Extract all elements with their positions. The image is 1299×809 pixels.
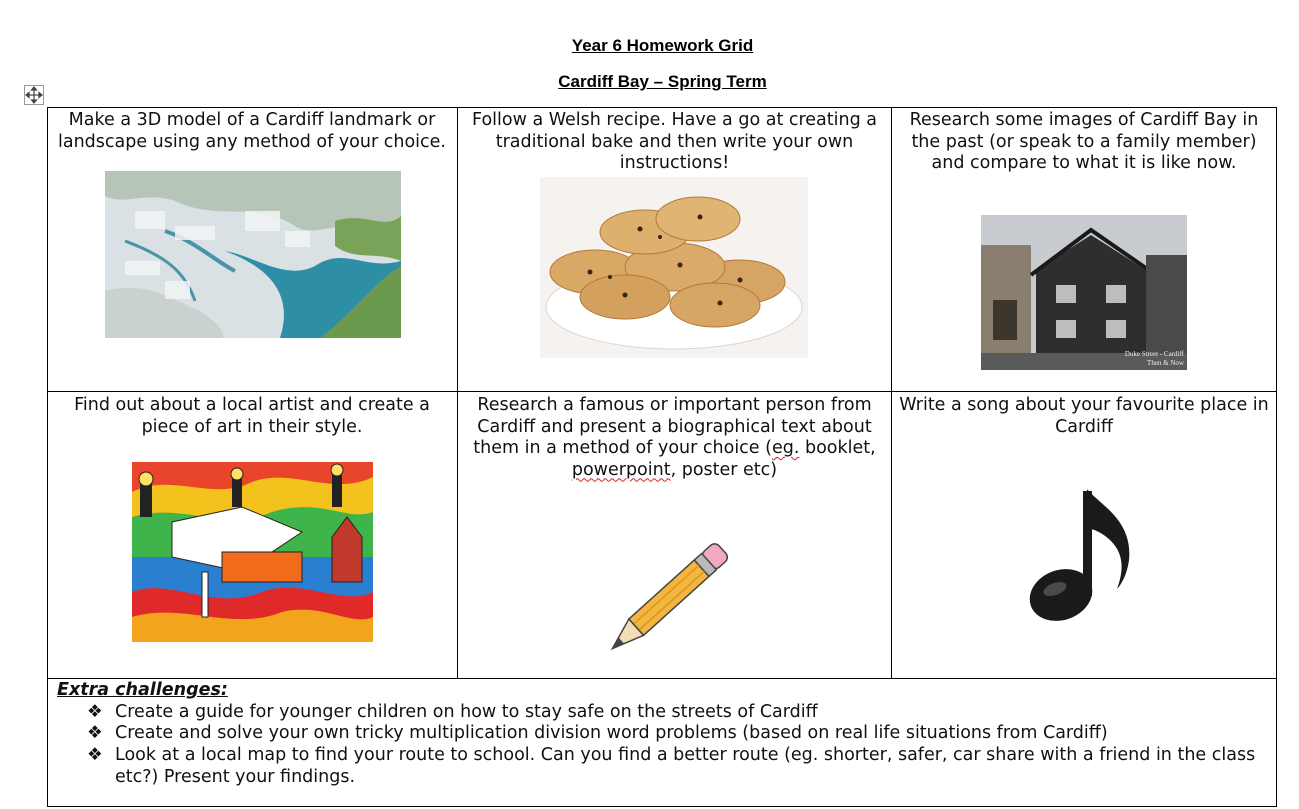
move-arrows-icon [25, 86, 43, 104]
page-subtitle: Cardiff Bay – Spring Term [558, 72, 767, 91]
task-text-3d-model: Make a 3D model of a Cardiff landmark or landscape using any method of your choice. [58, 110, 446, 152]
welsh-cakes-image [540, 177, 808, 358]
extra-challenges-title: Extra challenges: [57, 680, 228, 700]
spellcheck-word[interactable]: eg. [771, 438, 800, 458]
task-text-write-song: Write a song about your favourite place in Cardiff [899, 395, 1269, 437]
extra-challenge-item: Look at a local map to find your route to school. Can you find a better route (eg. shorter, safer, car share with a friend in the class etc?) Present your findings. [115, 745, 1256, 787]
task-text-research-images: Research some images of Cardiff Bay in the past (or speak to a family member) and compare to what it is like now. [909, 110, 1259, 173]
extra-challenge-item: Create and solve your own tricky multiplication division word problems (based on real life situations from Cardiff) [115, 723, 1108, 743]
grid-divider [891, 107, 892, 679]
task-text-local-artist: Find out about a local artist and create a piece of art in their style. [74, 395, 430, 437]
spellcheck-word[interactable]: powerpoint [571, 459, 671, 480]
pencil-image [600, 532, 732, 666]
task-text-line: Research a famous or important person from [477, 395, 872, 415]
text-run: them in a method of your choice ( [473, 438, 772, 458]
extra-challenge-item: Create a guide for younger children on how to stay safe on the streets of Cardiff [115, 702, 818, 722]
task-text-famous-person [461, 395, 888, 481]
task-text-line [461, 460, 888, 482]
music-note-image [1025, 485, 1140, 630]
image-caption: Duke Street - Cardiff [1124, 350, 1184, 358]
bullet-icon: ❖ [87, 745, 103, 765]
page-title: Year 6 Homework Grid [571, 36, 754, 55]
task-text-line [461, 438, 888, 460]
text-run: booklet, [799, 438, 876, 458]
grid-divider [47, 678, 1277, 679]
image-caption: Then & Now [1147, 359, 1184, 367]
task-text-line: Cardiff and present a biographical text about [477, 416, 872, 437]
then-and-now-image [981, 215, 1187, 370]
task-text-welsh-recipe: Follow a Welsh recipe. Have a go at creating a traditional bake and then write your own instructions! [472, 110, 877, 173]
cardiff-3d-map-image [105, 171, 401, 338]
colourful-cardiff-painting-image [132, 462, 373, 642]
grid-divider [47, 391, 1277, 392]
bullet-icon: ❖ [87, 723, 103, 743]
bullet-icon: ❖ [87, 702, 103, 722]
text-run: , poster etc) [670, 459, 778, 480]
grid-divider [457, 107, 458, 679]
table-move-handle[interactable] [24, 85, 44, 105]
